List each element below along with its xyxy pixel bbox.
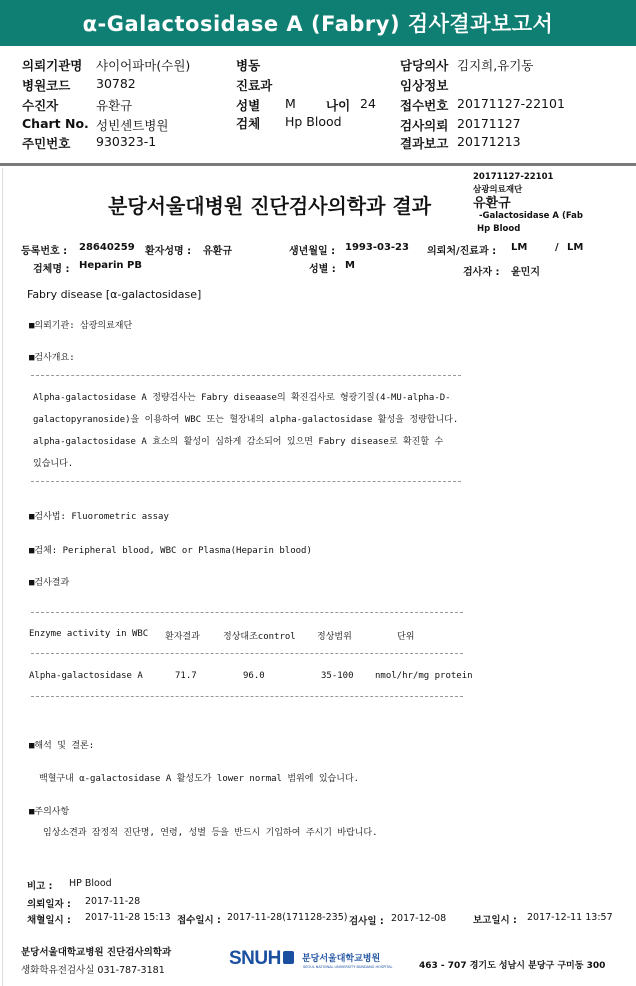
dob-value: 1993-03-23: [345, 242, 409, 253]
overview-line: Alpha-galactosidase A 정량검사는 Fabry diseaase의 확진검사로 형광기질(4-MU-alpha-D-: [33, 393, 451, 403]
receive-label: 접수일시 :: [177, 915, 221, 926]
label-request-date: 검사의뢰: [400, 118, 449, 133]
label-department: 진료과: [236, 78, 273, 93]
dob-label: 생년월일 :: [289, 246, 336, 257]
side-name: 유환규: [473, 196, 511, 211]
sex-value: M: [345, 260, 355, 271]
notes-text: 임상소견과 잠정적 진단명, 연령, 성별 등을 반드시 기입하여 주시기 바랍니다.: [43, 828, 378, 838]
patient-name-value: 유환규: [203, 246, 232, 257]
report-date-label: 보고일시 :: [473, 915, 517, 926]
logo-subtitle: SEOUL NATIONAL UNIVERSITY BUNDANG HOSPITAL: [303, 965, 393, 969]
value-sex: M: [285, 96, 296, 111]
tester-value: 윤민지: [511, 267, 540, 278]
table-cell-control: 96.0: [243, 671, 265, 681]
logo-name: 분당서울대학교병원: [301, 954, 381, 964]
request-date-value: 2017-11-28: [85, 896, 141, 907]
label-patient: 수진자: [22, 98, 59, 113]
value-doctor: 김지희,유기동: [457, 58, 534, 73]
overview-line: 있습니다.: [33, 459, 74, 469]
address: 463 - 707 경기도 성남시 분당구 구미동 300: [419, 961, 606, 971]
overview-line: alpha-galactosidase A 효소의 활성이 심하게 감소되어 있으면 Fabry disease로 확진할 수: [33, 437, 444, 447]
remark-label: 비고 :: [27, 881, 53, 892]
dept-value-2: LM: [567, 242, 584, 253]
label-doctor: 담당의사: [400, 58, 449, 73]
table-cell-unit: nmol/hr/mg protein: [375, 671, 473, 681]
value-specimen: Hp Blood: [285, 114, 342, 129]
footer-lab: 생화학유전검사실 031-787-3181: [21, 965, 165, 976]
notes-title: ■주의사항: [29, 807, 70, 817]
label-institution: 의뢰기관명: [22, 58, 83, 73]
label-specimen: 검체: [236, 116, 261, 131]
draw-value: 2017-11-28 15:13: [85, 912, 171, 923]
table-header-range: 정상범위: [317, 632, 352, 642]
table-header-unit: 단위: [397, 632, 415, 642]
table-cell-result: 71.7: [175, 671, 197, 681]
patient-name-label: 환자성명 :: [145, 246, 192, 257]
overview-line: galactopyranoside)을 이용하여 WBC 또는 혈장내의 alpha-galactosidase 활성을 정량합니다.: [33, 415, 459, 425]
interpretation-title: ■해석 및 결론:: [29, 741, 95, 751]
value-report-date: 20171213: [457, 134, 521, 149]
value-institution: 샤이어파마(수원): [96, 58, 191, 73]
divider: [0, 163, 636, 166]
request-date-label: 의뢰일자 :: [27, 899, 71, 910]
label-chart-no: Chart No.: [22, 116, 89, 131]
specimen-line: ■검체: Peripheral blood, WBC or Plasma(Heparin blood): [29, 546, 312, 556]
value-patient: 유환규: [96, 98, 133, 113]
value-request-date: 20171127: [457, 116, 521, 131]
institution-line: ■의뢰기관: 삼광의료재단: [29, 321, 133, 331]
rule: [31, 612, 463, 613]
specimen-name-label: 검체명 :: [33, 264, 70, 275]
label-sex: 성별: [236, 98, 261, 113]
side-org: 삼광의료재단: [473, 185, 523, 195]
rule: [31, 653, 463, 654]
test-date-label: 검사일 :: [349, 916, 384, 927]
tester-label: 검사자 :: [463, 267, 500, 278]
report-date-value: 2017-12-11 13:57: [527, 912, 613, 923]
reg-value: 28640259: [79, 242, 135, 253]
draw-label: 채혈일시 :: [27, 915, 71, 926]
label-resident-no: 주민번호: [22, 136, 71, 151]
label-age: 나이: [326, 98, 351, 113]
remark-value: HP Blood: [69, 878, 112, 889]
method-line: ■검사법: Fluorometric assay: [29, 512, 169, 522]
value-chart-no: 성빈센트병원: [96, 118, 169, 133]
dept-value-1: LM: [511, 242, 528, 253]
table-cell-range: 35-100: [321, 671, 354, 681]
dept-sep: /: [555, 242, 559, 253]
disease-title: Fabry disease [α-galactosidase]: [27, 288, 202, 301]
report-title: α-Galactosidase A (Fabry) 검사결과보고서: [0, 0, 636, 46]
table-cell-test: Alpha-galactosidase A: [29, 671, 143, 681]
report-heading: 분당서울대병원 진단검사의학과 결과: [108, 194, 432, 218]
table-header-test: Enzyme activity in WBC: [29, 629, 149, 639]
scanned-report: [2, 168, 635, 986]
overview-title: ■검사개요:: [29, 353, 75, 363]
label-hospital-code: 병원코드: [22, 78, 71, 93]
footer-org: 분당서울대학교병원 진단검사의학과: [21, 947, 172, 958]
value-resident-no: 930323-1: [96, 134, 157, 149]
label-ward: 병동: [236, 58, 261, 73]
rule: [31, 375, 461, 376]
rule: [31, 696, 463, 697]
value-age: 24: [360, 96, 376, 111]
logo-wordmark: SNUH: [229, 948, 281, 969]
table-header-control: 정상대조control: [223, 632, 296, 642]
dept-label: 의뢰처/진료과 :: [427, 246, 497, 257]
label-clinical-info: 임상정보: [400, 78, 449, 93]
table-header-result: 환자결과: [165, 632, 200, 642]
value-accession: 20171127-22101: [457, 96, 565, 111]
rule: [31, 481, 461, 482]
specimen-name-value: Heparin PB: [79, 260, 142, 271]
logo-mark-icon: [283, 951, 294, 964]
test-date-value: 2017-12-08: [391, 913, 447, 924]
interpretation-text: 백혈구내 α-galactosidase A 활성도가 lower normal 범위에 있습니다.: [39, 774, 360, 784]
value-hospital-code: 30782: [96, 76, 136, 91]
sex-label: 성별 :: [309, 264, 336, 275]
label-accession: 접수번호: [400, 98, 449, 113]
label-report-date: 결과보고: [400, 136, 449, 151]
receive-value: 2017-11-28(171128-235): [227, 912, 348, 923]
side-specimen: Hp Blood: [477, 224, 521, 234]
reg-label: 등록번호 :: [21, 246, 68, 257]
side-test: -Galactosidase A (Fab: [479, 211, 583, 221]
side-code: 20171127-22101: [473, 172, 554, 182]
result-title: ■검사결과: [29, 578, 70, 588]
snuh-logo: [229, 948, 393, 970]
